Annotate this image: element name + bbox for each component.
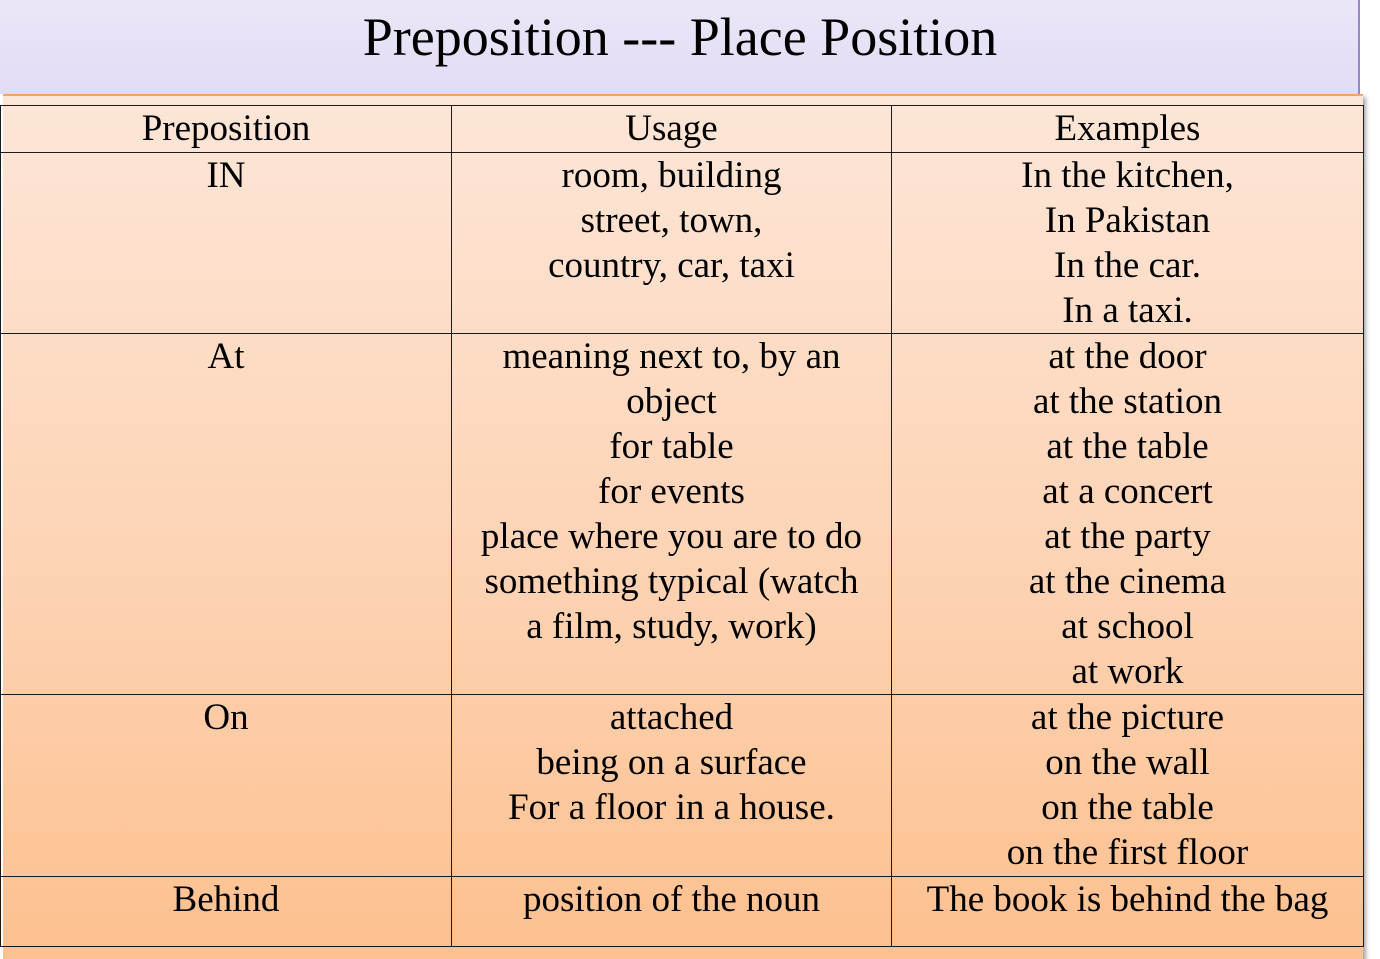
usage-line: for table [609,426,734,467]
header-preposition: Preposition [1,106,452,153]
preposition-cell: Behind [1,877,452,947]
example-line: at the party [1044,516,1211,557]
preposition-cell: IN [1,153,452,334]
usage-line: a film, study, work) [526,606,817,647]
example-line: at the station [1032,381,1223,422]
examples-cell [892,334,1364,695]
example-line: at school [1061,606,1194,647]
table-row [1,153,1364,334]
example-line: at work [1071,651,1184,692]
usage-line: country, car, taxi [548,245,795,286]
preposition-cell: At [1,334,452,695]
example-line: at a concert [1042,471,1213,512]
page-title: Preposition --- Place Position [362,7,998,67]
examples-cell [892,153,1364,334]
examples-cell [892,695,1364,877]
usage-cell [452,153,892,334]
example-line: In the kitchen, [1021,155,1234,196]
examples-cell [892,877,1364,947]
usage-line: being on a surface [536,742,807,783]
usage-line: room, building [561,155,782,196]
usage-line: street, town, [580,200,763,241]
example-line: In the car. [1054,245,1201,286]
header-examples: Examples [892,106,1364,153]
example-line: at the cinema [1028,561,1227,602]
usage-line: meaning next to, by an [502,336,841,377]
usage-line: For a floor in a house. [508,787,835,828]
example-line: at the picture [1030,697,1225,738]
usage-line: position of the noun [522,879,820,920]
table-row [1,877,1364,947]
header-usage: Usage [452,106,892,153]
example-line: at the door [1048,336,1207,377]
usage-line: attached [609,697,734,738]
usage-line: for events [598,471,745,512]
table-row [1,695,1364,877]
title-band [0,0,1360,94]
example-line: on the first floor [1006,832,1249,873]
preposition-table [0,105,1364,947]
example-line: In Pakistan [1044,200,1211,241]
usage-cell [452,695,892,877]
example-line: In a taxi. [1062,290,1193,331]
usage-cell [452,877,892,947]
example-line: The book is behind the bag [926,879,1329,920]
table-row [1,334,1364,695]
preposition-cell: On [1,695,452,877]
table-header-row [1,106,1364,153]
example-line: on the wall [1045,742,1210,783]
example-line: on the table [1041,787,1214,828]
usage-line: something typical (watch [484,561,859,602]
usage-line: object [626,381,717,422]
usage-line: place where you are to do [480,516,863,557]
example-line: at the table [1046,426,1209,467]
usage-cell [452,334,892,695]
